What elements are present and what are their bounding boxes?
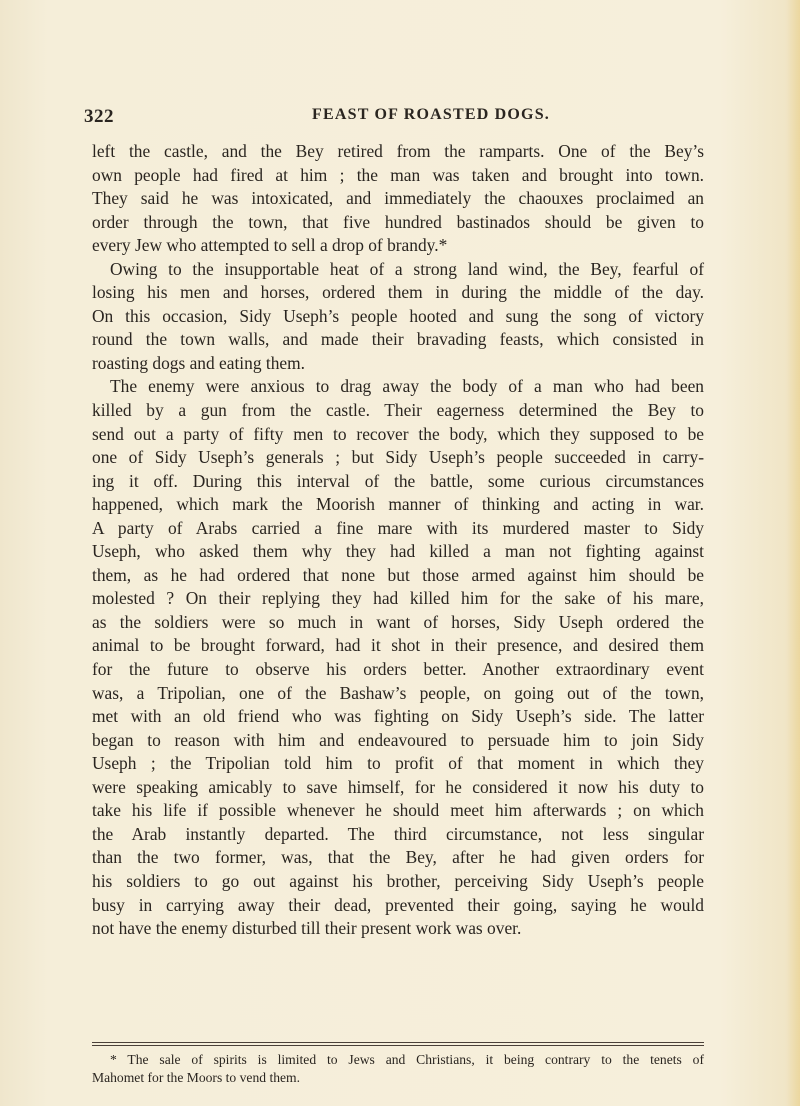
text-line: as the soldiers were so much in want of horses, Sidy Useph ordered the	[92, 611, 704, 632]
text-line: busy in carrying away their dead, prevented their going, saying he would	[92, 894, 704, 915]
text-line: On this occasion, Sidy Useph’s people hooted and sung the song of victory	[92, 305, 704, 326]
page-number: 322	[84, 106, 114, 127]
footnote	[92, 1051, 704, 1087]
text-line: send out a party of fifty men to recover the body, which they supposed to be	[92, 423, 704, 444]
text-line: than the two former, was, that the Bey, after he had given orders for	[92, 847, 704, 868]
text-line: was, a Tripolian, one of the Bashaw’s people, on going out of the town,	[92, 682, 704, 703]
running-title: FEAST OF ROASTED DOGS.	[312, 106, 551, 123]
text-line: losing his men and horses, ordered them in during the middle of the day.	[92, 282, 704, 303]
text-line: round the town walls, and made their bravading feasts, which consisted in	[92, 329, 704, 350]
footnote-line: Mahomet for the Moors to vend them.	[92, 1070, 301, 1085]
footnote-divider	[92, 1042, 704, 1046]
text-line: one of Sidy Useph’s generals ; but Sidy Useph’s people succeeded in carry-	[92, 447, 704, 468]
text-line: began to reason with him and endeavoured to persuade him to join Sidy	[92, 729, 704, 750]
text-line: A party of Arabs carried a fine mare with its murdered master to Sidy	[92, 517, 704, 538]
text-line: every Jew who attempted to sell a drop of brandy.*	[92, 235, 448, 256]
text-line: own people had fired at him ; the man was taken and brought into town.	[92, 164, 704, 185]
text-line: Useph ; the Tripolian told him to profit of that moment in which they	[92, 753, 704, 774]
text-line: They said he was intoxicated, and immediately the chaouxes proclaimed an	[92, 188, 704, 209]
text-line: roasting dogs and eating them.	[92, 352, 305, 373]
text-line: them, as he had ordered that none but those armed against him should be	[92, 564, 704, 585]
text-line: were speaking amicably to save himself, for he considered it now his duty to	[92, 776, 704, 797]
text-line: not have the enemy disturbed till their present work was over.	[92, 918, 522, 939]
page-header	[84, 106, 716, 132]
page-edge-stain	[786, 0, 800, 1106]
text-line: animal to be brought forward, had it shot in their presence, and desired them	[92, 635, 704, 656]
text-line: left the castle, and the Bey retired from the ramparts. One of the Bey’s	[92, 141, 704, 161]
text-line: Owing to the insupportable heat of a strong land wind, the Bey, fearful of	[110, 258, 704, 279]
text-line: The enemy were anxious to drag away the body of a man who had been	[110, 376, 704, 397]
text-line: the Arab instantly departed. The third circumstance, not less singular	[92, 823, 704, 844]
text-line: ing it off. During this interval of the battle, some curious circumstances	[92, 470, 704, 491]
text-line: order through the town, that five hundred bastinados should be given to	[92, 211, 704, 232]
body-text	[92, 140, 704, 941]
text-line: molested ? On their replying they had killed him for the sake of his mare,	[92, 588, 704, 609]
text-line: killed by a gun from the castle. Their eagerness determined the Bey to	[92, 400, 704, 421]
text-line: met with an old friend who was fighting on Sidy Useph’s side. The latter	[92, 706, 704, 727]
text-line: Useph, who asked them why they had killed a man not fighting against	[92, 541, 704, 562]
text-line: for the future to observe his orders better. Another extraordinary event	[92, 659, 704, 680]
text-line: happened, which mark the Moorish manner of thinking and acting in war.	[92, 494, 704, 515]
text-line: take his life if possible whenever he should meet him afterwards ; on which	[92, 800, 704, 821]
footnote-line: * The sale of spirits is limited to Jews and Christians, it being contrary to the tenets of	[110, 1052, 704, 1067]
text-line: his soldiers to go out against his brother, perceiving Sidy Useph’s people	[92, 870, 704, 891]
